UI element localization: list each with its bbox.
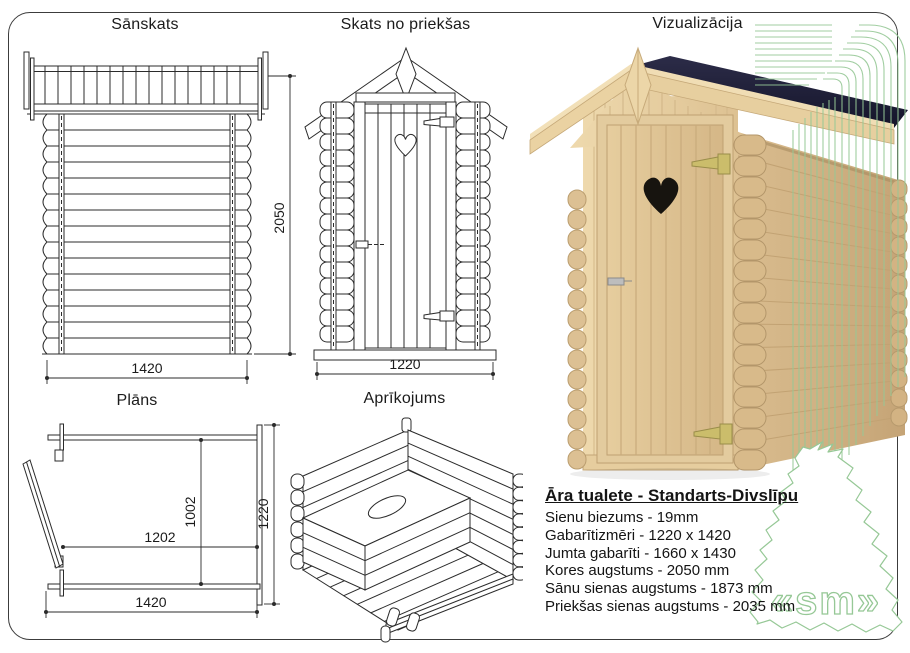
watermark-logo: «sm» — [770, 579, 882, 623]
plan-inner-depth-label: 1002 — [182, 496, 198, 528]
side-width-label: 1420 — [131, 360, 163, 376]
front-door — [354, 102, 456, 350]
spec-line: Jumta gabarīti - 1660 x 1430 — [545, 544, 736, 562]
roof-finial — [396, 48, 416, 100]
side-view-drawing — [12, 42, 302, 397]
side-log-wall — [42, 114, 252, 354]
front-view-drawing — [293, 42, 518, 387]
plan-dim-inner-depth — [182, 438, 203, 586]
plan-outer-width-label: 1420 — [135, 594, 167, 610]
spec-line: Sienu biezums - 19mm — [545, 509, 699, 526]
side-view-title: Sānskats — [111, 16, 179, 33]
spec-block — [545, 486, 910, 616]
plan-inner-width-label: 1202 — [144, 529, 176, 545]
plan-drawing — [10, 418, 295, 648]
equipment-drawing — [288, 412, 523, 647]
plan-dim-inner-width — [61, 529, 259, 549]
front-width-label: 1220 — [389, 356, 421, 372]
plan-walls — [48, 424, 262, 605]
outhouse-door — [597, 115, 733, 463]
spec-line: Kores augstums - 2050 mm — [545, 562, 730, 580]
equipment-title: Aprīkojums — [363, 390, 446, 407]
spec-line: Sānu sienas augstums - 1873 mm — [545, 580, 773, 598]
plan-title: Plāns — [116, 392, 158, 409]
visualization-title: Vizualizācija — [652, 15, 743, 32]
side-height-label: 2050 — [271, 202, 287, 234]
spec-title: Āra tualete - Standarts-Divslīpu — [545, 486, 799, 505]
side-dim-width — [45, 360, 249, 384]
plan-door-leaf — [23, 460, 63, 568]
plan-dim-outer-width — [44, 591, 259, 618]
spec-line: Priekšas sienas augstums - 2035 mm — [545, 597, 796, 615]
spec-line: Gabarītizmēri - 1220 x 1420 — [545, 526, 731, 544]
front-view-title: Skats no priekšas — [340, 16, 471, 33]
side-roof — [24, 52, 268, 120]
plan-outer-depth-label: 1220 — [255, 498, 271, 530]
